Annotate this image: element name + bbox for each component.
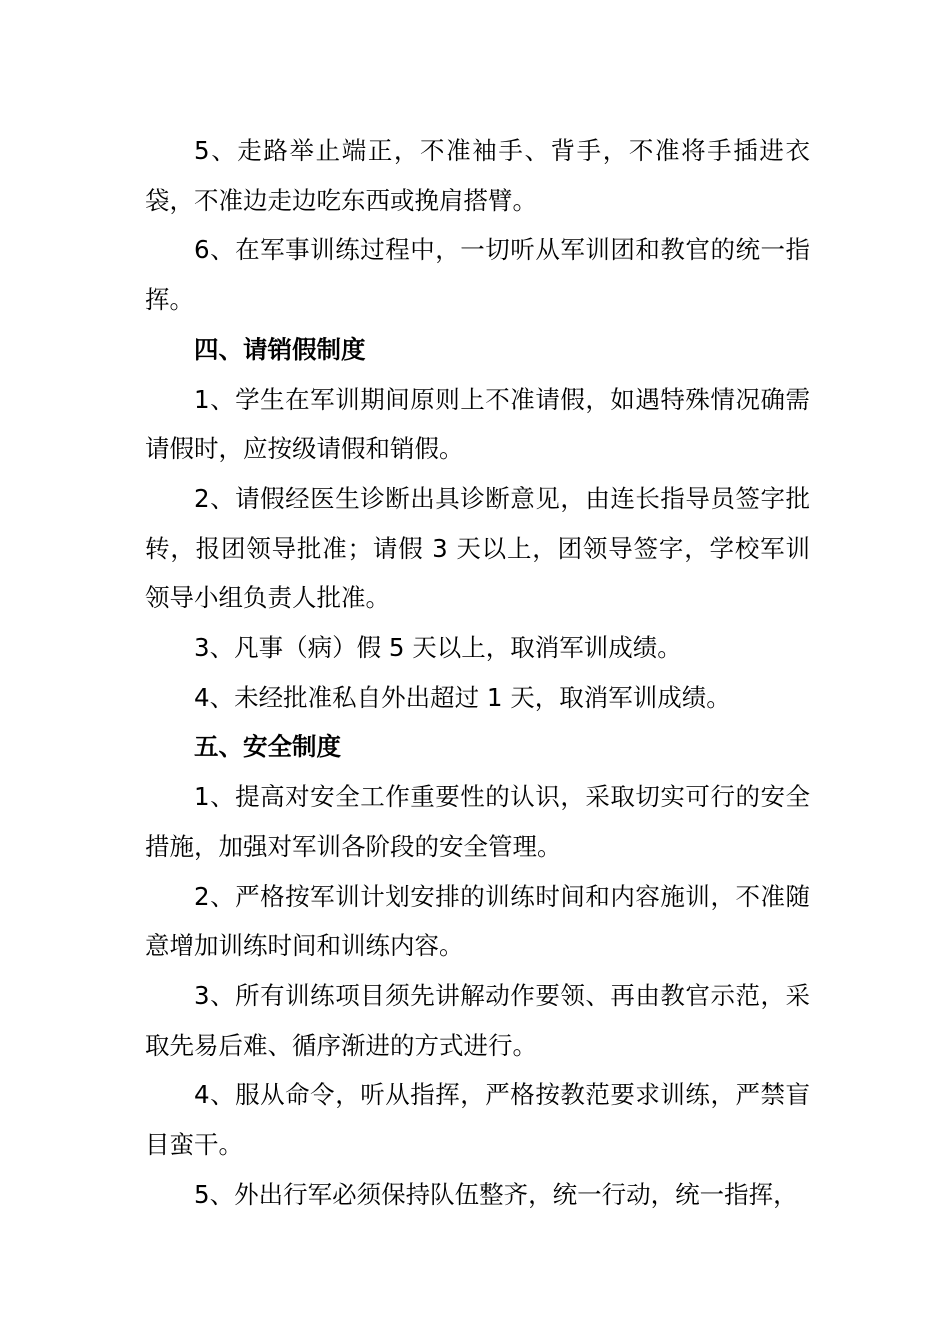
paragraph-rule-5-conduct: 5、走路举止端正，不准袖手、背手，不准将手插进衣袋，不准边走边吃东西或挽肩搭臂。 <box>145 136 810 215</box>
paragraph-safety-rule-5: 5、外出行军必须保持队伍整齐，统一行动，统一指挥， <box>194 1179 798 1209</box>
paragraph-safety-rule-2: 2、严格按军训计划安排的训练时间和内容施训，不准随意增加训练时间和训练内容。 <box>145 881 810 961</box>
paragraph-leave-rule-4: 4、未经批准私自外出超过 1 天，取消军训成绩。 <box>194 682 731 712</box>
paragraph-safety-rule-1: 1、提高对安全工作重要性的认识，采取切实可行的安全措施，加强对军训各阶段的安全管理。 <box>145 782 810 861</box>
section-heading-leave-system: 四、请销假制度 <box>194 334 366 364</box>
section-heading-safety-system: 五、安全制度 <box>194 732 341 762</box>
paragraph-safety-rule-4: 4、服从命令，听从指挥，严格按教范要求训练，严禁盲目蛮干。 <box>145 1080 810 1160</box>
paragraph-leave-rule-1: 1、学生在军训期间原则上不准请假，如遇特殊情况确需请假时，应按级请假和销假。 <box>145 384 810 464</box>
document-page <box>0 126 950 1219</box>
paragraph-leave-rule-3: 3、凡事（病）假 5 天以上，取消军训成绩。 <box>194 633 682 663</box>
paragraph-leave-rule-2: 2、请假经医生诊断出具诊断意见，由连长指导员签字批转，报团领导批准；请假 3 天以上，团领导签字，学校军训领导小组负责人批准。 <box>145 483 810 613</box>
paragraph-safety-rule-3: 3、所有训练项目须先讲解动作要领、再由教官示范，采取先易后难、循序渐进的方式进行。 <box>145 980 810 1060</box>
paragraph-rule-6-command: 6、在军事训练过程中，一切听从军训团和教官的统一指挥。 <box>145 235 810 315</box>
